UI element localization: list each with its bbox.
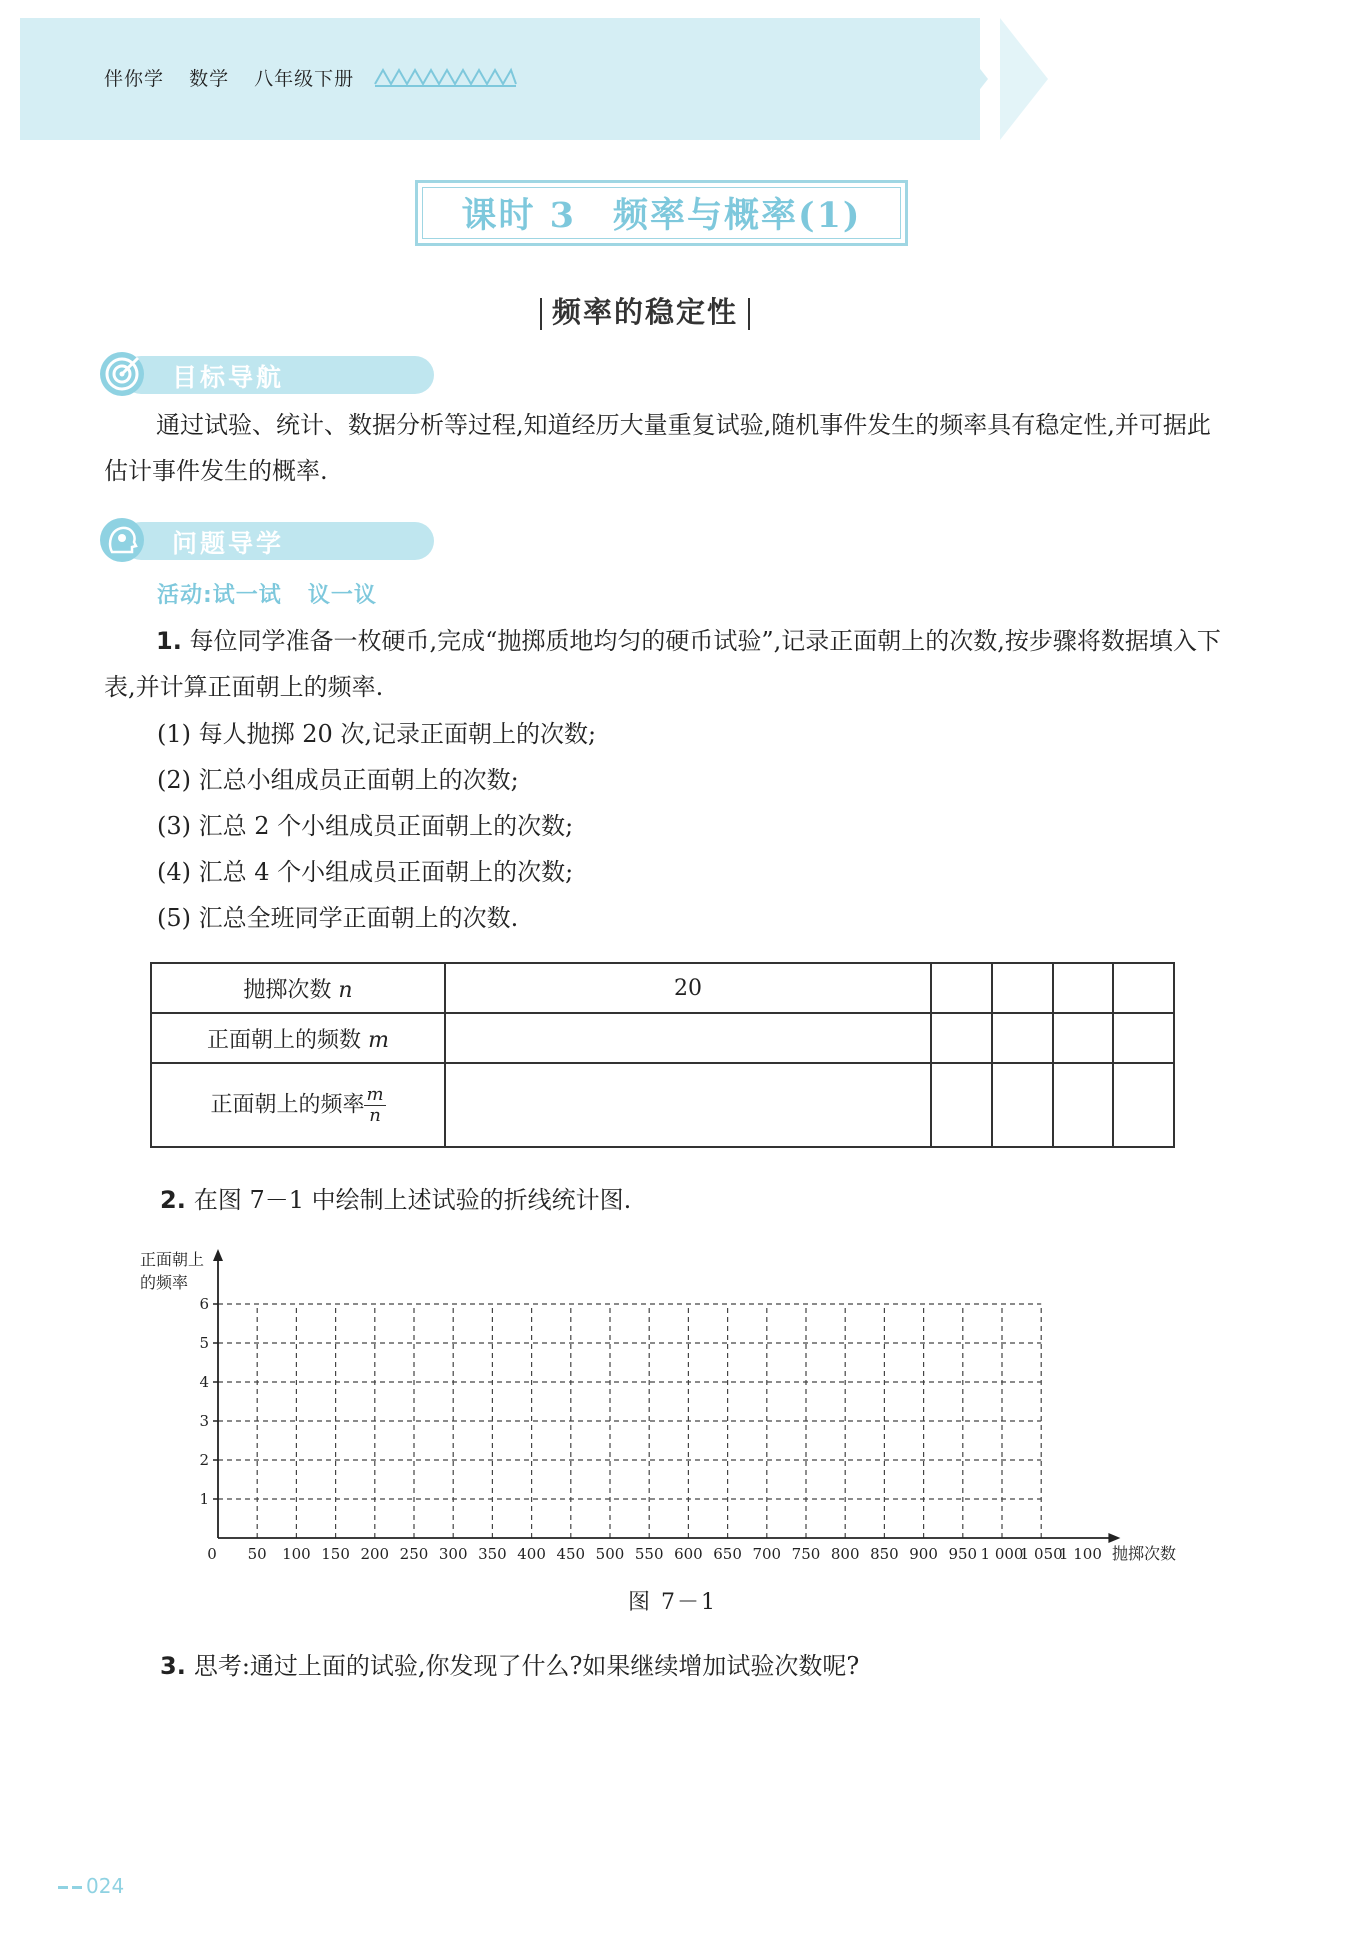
x-tick-label: 900: [909, 1545, 938, 1563]
x-tick-label: 450: [556, 1545, 586, 1563]
x-tick-label: 50: [247, 1545, 267, 1563]
x-tick-label: 850: [870, 1545, 899, 1563]
series-name: 伴你学: [104, 68, 165, 90]
x-tick-label: 400: [517, 1545, 546, 1563]
goal-text: 通过试验、统计、数据分析等过程,知道经历大量重复试验,随机事件发生的频率具有稳定性,并可据此估计事件发生的概率.: [104, 411, 1211, 485]
y-tick-label: 1: [199, 1490, 209, 1508]
table-cell[interactable]: [1053, 1063, 1114, 1147]
row-header-heads-frequency: 正面朝上的频率 $\frac{m}{n}$: [151, 1063, 445, 1147]
lesson-title: 课时 3 频率与概率(1): [461, 195, 862, 236]
table-row: [151, 1063, 1174, 1147]
x-tick-label: 750: [791, 1545, 821, 1563]
target-icon: [100, 352, 144, 396]
x-tick-label: 1 000: [980, 1545, 1024, 1563]
x-tick-label: 1 050: [1019, 1545, 1063, 1563]
x-tick-label: 150: [321, 1545, 350, 1563]
table-cell[interactable]: [1113, 1063, 1174, 1147]
table-cell[interactable]: [931, 963, 992, 1013]
question-2-text: 在图 7－1 中绘制上述试验的折线统计图.: [193, 1186, 632, 1214]
step-1: (1) 每人抛掷 20 次,记录正面朝上的次数;: [157, 720, 597, 748]
guide-badge-label: 问题导学: [172, 529, 285, 558]
head-gear-icon: [100, 518, 144, 562]
question-3-number: 3.: [160, 1652, 186, 1680]
table-cell[interactable]: [1113, 963, 1174, 1013]
x-axis-label: 抛掷次数: [1112, 1544, 1177, 1563]
step-3: (3) 汇总 2 个小组成员正面朝上的次数;: [157, 812, 574, 840]
table-cell[interactable]: [992, 963, 1053, 1013]
question-2: [160, 1180, 631, 1215]
x-tick-label: 800: [830, 1545, 860, 1563]
step-5: (5) 汇总全班同学正面朝上的次数.: [157, 904, 519, 932]
question-1-text: 每位同学准备一枚硬币,完成“抛掷质地均匀的硬币试验”,记录正面朝上的次数,按步骤将数据填入下表,并计算正面朝上的频率.: [104, 627, 1221, 701]
y-axis-label-line1: 正面朝上: [140, 1250, 205, 1269]
x-tick-label: 600: [674, 1545, 703, 1563]
table-cell[interactable]: [931, 1013, 992, 1063]
question-1: [104, 618, 1229, 710]
header-arrow-decoration-2: [1000, 18, 1048, 140]
x-tick-label: 250: [399, 1545, 429, 1563]
y-tick-label: 4: [199, 1373, 209, 1391]
grade-name: 八年级下册: [254, 68, 355, 90]
step-4: (4) 汇总 4 个小组成员正面朝上的次数;: [157, 858, 574, 886]
y-tick-label: 3: [199, 1412, 209, 1430]
figure-caption: 图 7－1: [628, 1590, 717, 1615]
data-table: [150, 962, 1175, 1148]
x-tick-label: 650: [713, 1545, 742, 1563]
header-arrow-decoration: [940, 18, 988, 140]
table-cell[interactable]: [1053, 1013, 1114, 1063]
x-tick-label: 100: [282, 1545, 311, 1563]
x-tick-label: 700: [752, 1545, 782, 1563]
y-tick-label: 2: [199, 1451, 209, 1469]
question-1-number: 1.: [156, 627, 182, 655]
zigzag-decoration: [373, 66, 518, 88]
x-tick-label: 350: [478, 1545, 507, 1563]
table-row: [151, 1013, 1174, 1063]
table-cell[interactable]: [992, 1013, 1053, 1063]
x-tick-label: 200: [360, 1545, 390, 1563]
table-row: [151, 963, 1174, 1013]
page-number: 024: [86, 1874, 125, 1898]
question-3: [160, 1646, 859, 1681]
x-tick-label: 550: [634, 1545, 664, 1563]
table-cell[interactable]: [992, 1063, 1053, 1147]
x-tick-label: 1 100: [1058, 1545, 1102, 1563]
goal-badge: [100, 352, 440, 396]
row-header-throws: 抛掷次数 n: [151, 963, 445, 1013]
table-cell[interactable]: [445, 1013, 931, 1063]
x-tick-label: 500: [595, 1545, 625, 1563]
question-2-number: 2.: [160, 1186, 186, 1214]
activity-label: 活动:试一试: [157, 583, 282, 608]
page-number-wrap: [58, 1874, 124, 1898]
y-axis-label-line2: 的频率: [140, 1273, 189, 1292]
y-tick-label: 5: [199, 1334, 209, 1352]
y-tick-label: 6: [199, 1295, 209, 1313]
goal-badge-label: 目标导航: [172, 363, 285, 392]
x-axis-arrow-icon: [1108, 1533, 1120, 1543]
activity-heading: [157, 578, 403, 609]
step-2: (2) 汇总小组成员正面朝上的次数;: [157, 766, 519, 794]
y-axis-arrow-icon: [213, 1249, 223, 1261]
table-cell[interactable]: [1113, 1013, 1174, 1063]
table-cell[interactable]: [445, 1063, 931, 1147]
lesson-title-box: [415, 180, 908, 246]
question-3-text: 思考:通过上面的试验,你发现了什么?如果继续增加试验次数呢?: [193, 1652, 860, 1680]
subject-name: 数学: [189, 68, 230, 90]
guide-badge: [100, 518, 440, 562]
running-header: [104, 64, 372, 91]
x-tick-label: 300: [438, 1545, 468, 1563]
x-tick-label: 950: [948, 1545, 978, 1563]
section-title-wrap: [530, 290, 760, 331]
section-title: 频率的稳定性: [552, 295, 739, 329]
x-tick-label: 0: [207, 1545, 217, 1563]
activity-label-2: 议一议: [307, 583, 377, 608]
table-cell[interactable]: [1053, 963, 1114, 1013]
row-header-heads-count: 正面朝上的频数 m: [151, 1013, 445, 1063]
table-cell[interactable]: [931, 1063, 992, 1147]
table-cell[interactable]: 20: [445, 963, 931, 1013]
